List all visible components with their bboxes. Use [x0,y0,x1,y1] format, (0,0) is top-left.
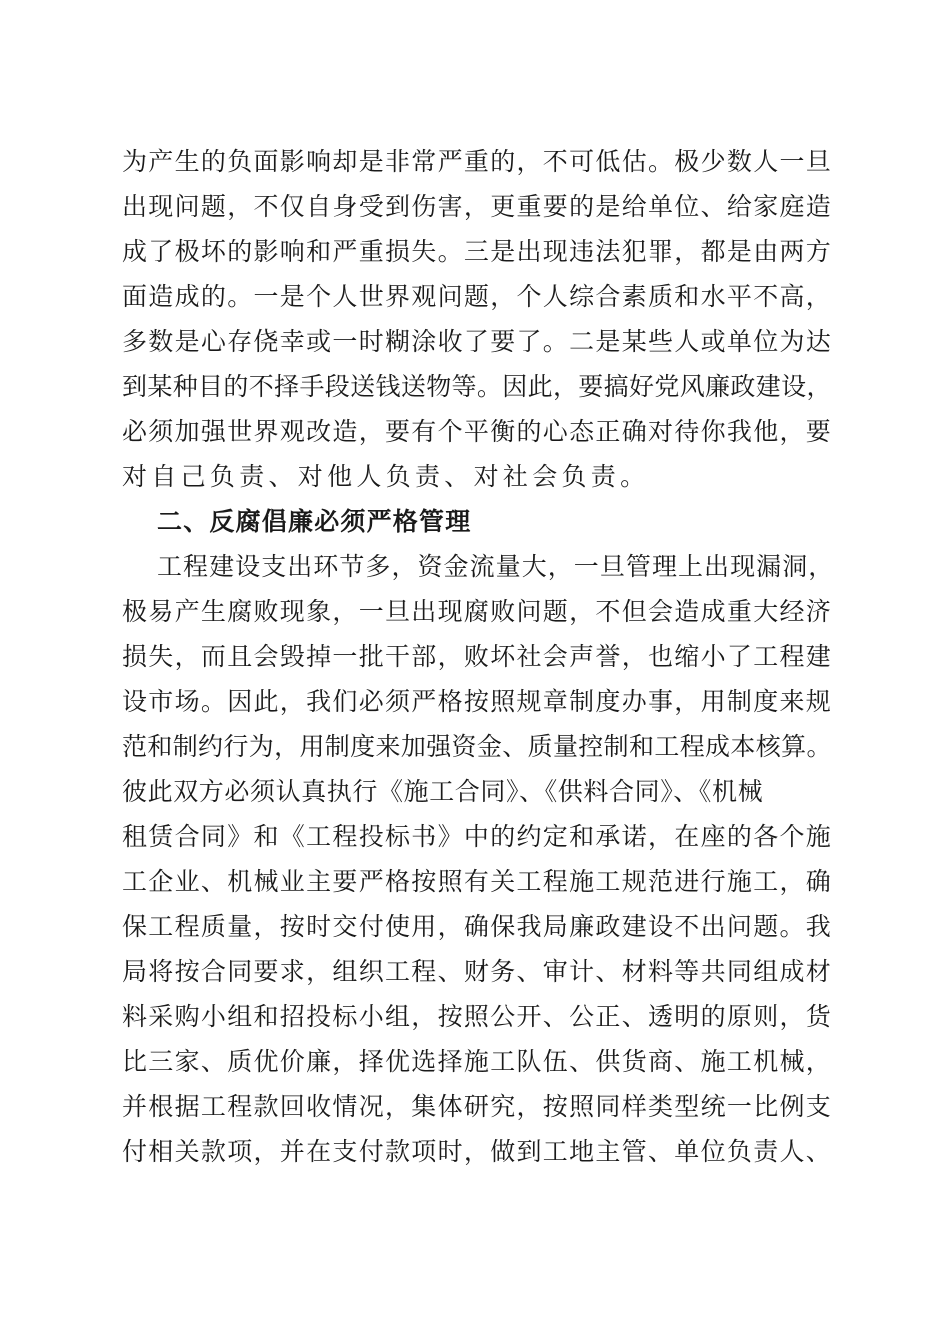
paragraph-line: 极易产生腐败现象，一旦出现腐败问题，不但会造成重大经济 [122,597,833,626]
paragraph-line: 成了极坏的影响和严重损失。三是出现违法犯罪，都是由两方 [122,237,833,266]
paragraph-line: 多数是心存侥幸或一时糊涂收了要了。二是某些人或单位为达 [122,327,833,356]
paragraph-line: 局将按合同要求，组织工程、财务、审计、材料等共同组成材 [122,957,833,986]
paragraph-line: 为产生的负面影响却是非常严重的，不可低估。极少数人一旦 [122,147,833,176]
paragraph-line: 必须加强世界观改造，要有个平衡的心态正确对待你我他，要 [122,417,833,446]
paragraph-line: 租赁合同》和《工程投标书》中的约定和承诺，在座的各个施 [122,822,833,851]
paragraph-line: 付相关款项，并在支付款项时，做到工地主管、单位负责人、 [122,1137,833,1166]
paragraph-line: 工程建设支出环节多，资金流量大，一旦管理上出现漏洞， [157,552,835,581]
paragraph-line: 保工程质量，按时交付使用，确保我局廉政建设不出问题。我 [122,912,833,941]
paragraph-line: 损失，而且会毁掉一批干部，败坏社会声誉，也缩小了工程建 [122,642,833,671]
paragraph-line: 工企业、机械业主要严格按照有关工程施工规范进行施工，确 [122,867,833,896]
paragraph-line: 对自己负责、对他人负责、对社会负责。 [122,462,650,491]
paragraph-line: 料采购小组和招投标小组，按照公开、公正、透明的原则，货 [122,1002,833,1031]
paragraph-line: 比三家、质优价廉，择优选择施工队伍、供货商、施工机械， [122,1047,833,1076]
paragraph-line: 并根据工程款回收情况，集体研究，按照同样类型统一比例支 [122,1092,833,1121]
paragraph-line: 范和制约行为，用制度来加强资金、质量控制和工程成本核算。 [122,732,832,761]
paragraph-line: 面造成的。一是个人世界观问题，个人综合素质和水平不高， [122,282,833,311]
paragraph-line: 彼此双方必须认真执行《施工合同》、《供料合同》、《机械 [122,777,764,806]
paragraph-line: 设市场。因此，我们必须严格按照规章制度办事，用制度来规 [122,687,833,716]
paragraph-line: 出现问题，不仅自身受到伤害，更重要的是给单位、给家庭造 [122,192,833,221]
paragraph-line: 到某种目的不择手段送钱送物等。因此，要搞好党风廉政建设， [122,372,832,401]
section-heading: 二、反腐倡廉必须严格管理 [157,507,472,536]
